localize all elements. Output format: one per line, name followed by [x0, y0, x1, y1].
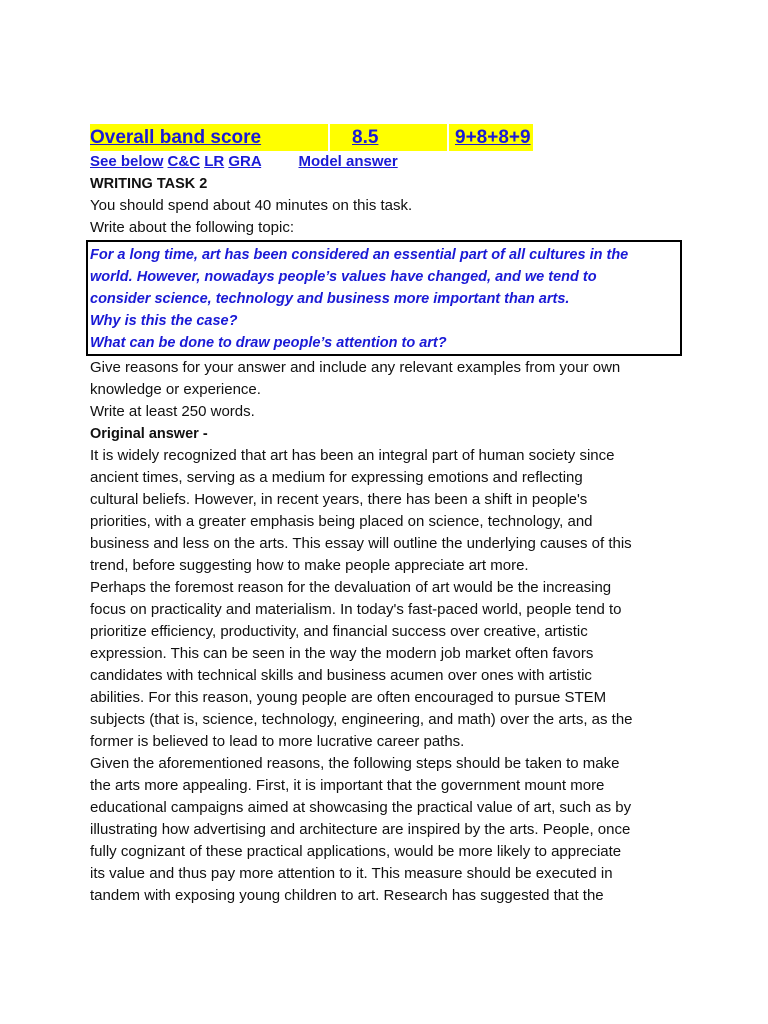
- instructions: [90, 357, 690, 423]
- answer-line: the arts more appealing. First, it is important that the government mount more: [90, 777, 605, 794]
- gra-link[interactable]: GRA: [228, 153, 262, 170]
- answer-line: its value and thus pay more attention to it. This measure should be executed in: [90, 865, 613, 882]
- lr-link[interactable]: LR: [204, 153, 225, 170]
- answer-line: focus on practicality and materialism. In today's fast-paced world, people tend to: [90, 601, 622, 618]
- answer-line: Given the aforementioned reasons, the following steps should be taken to make: [90, 755, 620, 772]
- question-box: [86, 240, 682, 356]
- instruction-line: Give reasons for your answer and include any relevant examples from your own: [90, 359, 621, 376]
- answer-line: prioritize efficiency, productivity, and financial success over creative, artistic: [90, 623, 588, 640]
- answer-line: business and less on the arts. This essay will outline the underlying causes of this: [90, 535, 632, 552]
- model-answer-link[interactable]: Model answer: [298, 153, 398, 170]
- task-heading: WRITING TASK 2: [90, 176, 208, 192]
- question-line: For a long time, art has been considered an essential part of all cultures in the: [90, 247, 629, 263]
- answer-line: former is believed to lead to more lucrative career paths.: [90, 733, 465, 750]
- see-below-link[interactable]: See below: [90, 153, 164, 170]
- answer-line: subjects (that is, science, technology, engineering, and math) over the arts, as the: [90, 711, 633, 728]
- instruction-line: Write at least 250 words.: [90, 403, 255, 420]
- band-score-breakdown: 9+8+8+9: [449, 124, 533, 151]
- overall-band-score-value: 8.5: [330, 124, 447, 151]
- task-time-instruction: You should spend about 40 minutes on this task.: [90, 197, 413, 214]
- question-line: consider science, technology and business more important than arts.: [90, 291, 570, 307]
- answer-line: Perhaps the foremost reason for the devaluation of art would be the increasing: [90, 579, 612, 596]
- question-line: What can be done to draw people’s attention to art?: [90, 335, 447, 351]
- answer-line: candidates with technical skills and business acumen over ones with artistic: [90, 667, 592, 684]
- overall-band-score-label: Overall band score: [90, 124, 328, 151]
- answer-line: It is widely recognized that art has been an integral part of human society since: [90, 447, 615, 464]
- criteria-links: [90, 151, 690, 173]
- answer-body: [90, 445, 690, 907]
- original-answer-heading: Original answer -: [90, 426, 208, 442]
- task-topic-instruction: Write about the following topic:: [90, 219, 295, 236]
- answer-line: fully cognizant of these practical applications, would be more likely to appreciate: [90, 843, 622, 860]
- document-page: [90, 124, 690, 907]
- answer-line: priorities, with a greater emphasis being placed on science, technology, and: [90, 513, 593, 530]
- answer-line: ancient times, serving as a medium for expressing emotions and reflecting: [90, 469, 583, 486]
- answer-line: educational campaigns aimed at showcasing the practical value of art, such as by: [90, 799, 632, 816]
- answer-line: illustrating how advertising and architecture are inspired by the arts. People, once: [90, 821, 631, 838]
- score-banner: [90, 124, 690, 151]
- instruction-line: knowledge or experience.: [90, 381, 261, 398]
- answer-line: trend, before suggesting how to make people appreciate art more.: [90, 557, 529, 574]
- question-line: world. However, nowadays people’s values have changed, and we tend to: [90, 269, 597, 285]
- cc-link[interactable]: C&C: [167, 153, 201, 170]
- answer-line: cultural beliefs. However, in recent years, there has been a shift in people's: [90, 491, 588, 508]
- answer-line: expression. This can be seen in the way the modern job market often favors: [90, 645, 594, 662]
- answer-line: tandem with exposing young children to art. Research has suggested that the: [90, 887, 604, 904]
- answer-line: abilities. For this reason, young people are often encouraged to pursue STEM: [90, 689, 607, 706]
- question-line: Why is this the case?: [90, 313, 238, 329]
